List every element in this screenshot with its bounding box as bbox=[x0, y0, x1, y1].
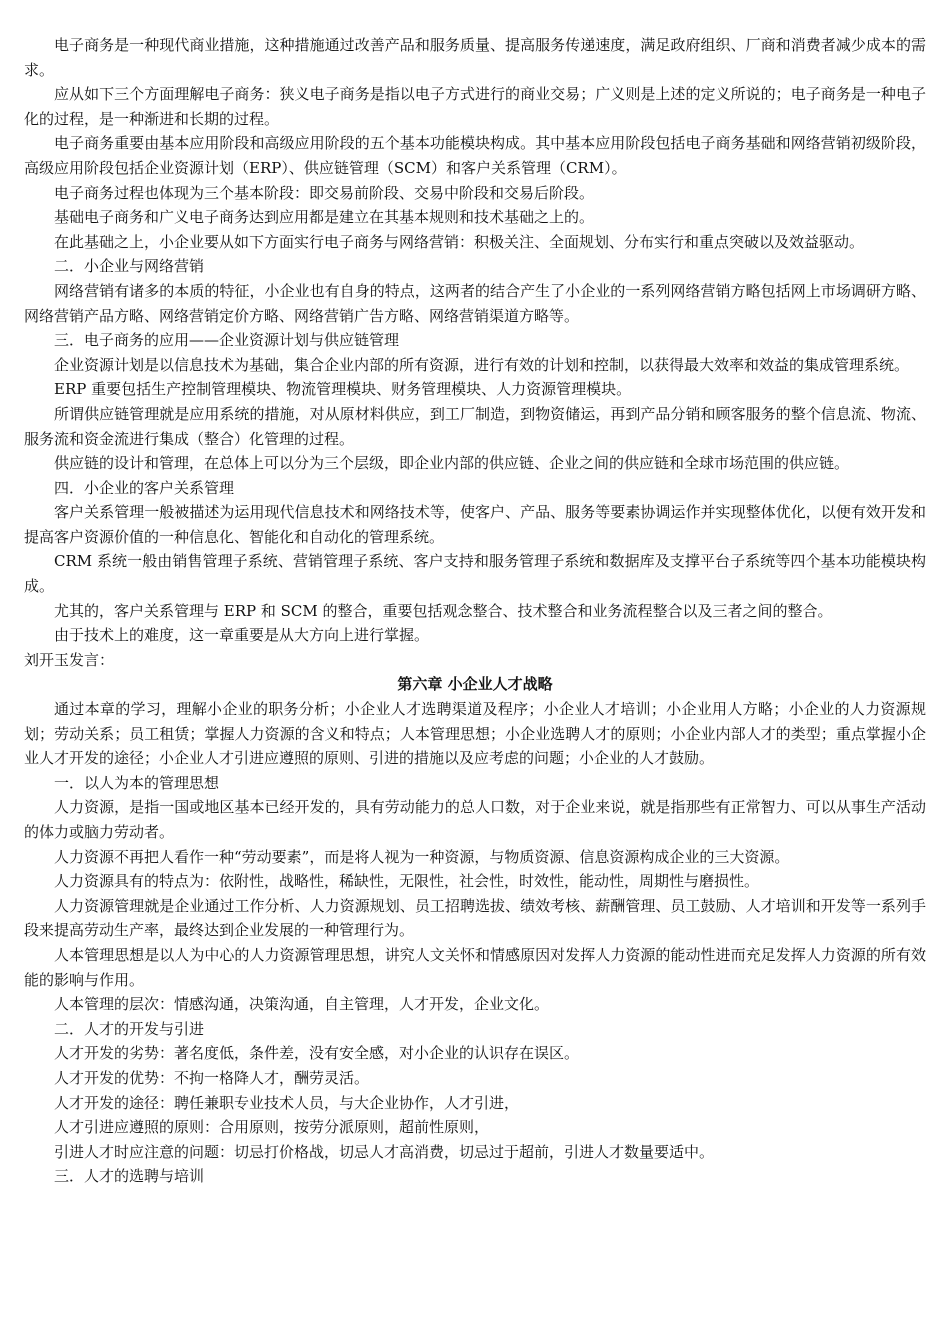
paragraph: 人才引进应遵照的原则：合用原则，按劳分派原则，超前性原则， bbox=[54, 1118, 490, 1137]
paragraph: 人本管理的层次：情感沟通，决策沟通，自主管理，人才开发，企业文化。 bbox=[54, 995, 550, 1014]
paragraph: 由于技术上的难度，这一章重要是从大方向上进行掌握。 bbox=[54, 626, 430, 645]
section-heading: 一．以人为本的管理思想 bbox=[54, 773, 220, 792]
section-heading: 二．小企业与网络营销 bbox=[54, 257, 205, 276]
paragraph: 引进人才时应注意的问题：切忌打价格战，切忌人才高消费，切忌过于超前，引进人才数量要适中。 bbox=[54, 1142, 715, 1161]
chapter-title: 第六章 小企业人才战略 bbox=[397, 675, 553, 694]
paragraph: 人才开发的优势：不拘一格降人才，酬劳灵活。 bbox=[54, 1068, 370, 1087]
paragraph: 电子商务过程也体现为三个基本阶段：即交易前阶段、交易中阶段和交易后阶段。 bbox=[54, 183, 595, 202]
paragraph: 电子商务是一种现代商业措施，这种措施通过改善产品和服务质量、提高服务传递速度，满足政府组织、厂商和消费者减少成本的需求。 bbox=[24, 36, 926, 79]
paragraph: 在此基础之上，小企业要从如下方面实行电子商务与网络营销：积极关注、全面规划、分布实行和重点突破以及效益驱动。 bbox=[54, 232, 865, 251]
paragraph: 企业资源计划是以信息技术为基础，集合企业内部的所有资源，进行有效的计划和控制，以获得最大效率和效益的集成管理系统。 bbox=[54, 355, 910, 374]
section-heading: 二．人才的开发与引进 bbox=[54, 1019, 205, 1038]
paragraph: ERP 重要包括生产控制管理模块、物流管理模块、财务管理模块、人力资源管理模块。 bbox=[54, 380, 632, 399]
paragraph: 人力资源具有的特点为：依附性，战略性，稀缺性，无限性，社会性，时效性，能动性，周期性与磨损性。 bbox=[54, 872, 760, 891]
speaker-line: 刘开玉发言： bbox=[24, 650, 115, 669]
paragraph: 人才开发的途径：聘任兼职专业技术人员，与大企业协作，人才引进， bbox=[54, 1093, 520, 1112]
paragraph: 所谓供应链管理就是应用系统的措施，对从原材料供应，到工厂制造，到物资储运，再到产品分销和顾客服务的整个信息流、物流、服务流和资金流进行集成（整合）化管理的过程。 bbox=[24, 404, 926, 448]
paragraph: CRM 系统一般由销售管理子系统、营销管理子系统、客户支持和服务管理子系统和数据库及支撑平台子系统等四个基本功能模块构成。 bbox=[24, 552, 926, 596]
paragraph: 人本管理思想是以人为中心的人力资源管理思想，讲究人文关怀和情感原因对发挥人力资源的能动性进而充足发挥人力资源的所有效能的影响与作用。 bbox=[24, 945, 926, 989]
paragraph: 通过本章的学习，理解小企业的职务分析；小企业人才选聘渠道及程序；小企业人才培训；小企业用人方略；小企业的人力资源规划；劳动关系；员工租赁；掌握人力资源的含义和特点；人本管理思想；小企业选聘人才的原则；小企业内部人才的类型；重点掌握小企业人才开发的途径；小企业人才引进应遵照的原则、引进的措施以及应考虑的问题；小企业的人才鼓励。 bbox=[24, 700, 926, 768]
paragraph: 电子商务重要由基本应用阶段和高级应用阶段的五个基本功能模块构成。其中基本应用阶段包括电子商务基础和网络营销初级阶段，高级应用阶段包括企业资源计划（ERP）、供应链管理（SCM）和客户关系管理（CRM）。 bbox=[24, 134, 926, 177]
paragraph: 人才开发的劣势：著名度低，条件差，没有安全感，对小企业的认识存在误区。 bbox=[54, 1044, 580, 1063]
paragraph: 基础电子商务和广义电子商务达到应用都是建立在其基本规则和技术基础之上的。 bbox=[54, 208, 595, 227]
paragraph: 应从如下三个方面理解电子商务：狭义电子商务是指以电子方式进行的商业交易；广义则是上述的定义所说的；电子商务是一种电子化的过程，是一种渐进和长期的过程。 bbox=[24, 85, 926, 128]
paragraph: 客户关系管理一般被描述为运用现代信息技术和网络技术等，使客户、产品、服务等要素协调运作并实现整体优化，以便有效开发和提高客户资源价值的一种信息化、智能化和自动化的管理系统。 bbox=[24, 503, 926, 546]
paragraph: 网络营销有诸多的本质的特征，小企业也有自身的特点，这两者的结合产生了小企业的一系列网络营销方略包括网上市场调研方略、网络营销产品方略、网络营销定价方略、网络营销广告方略、网络营销渠道方略等。 bbox=[24, 281, 926, 325]
section-heading: 三．人才的选聘与培训 bbox=[54, 1167, 205, 1186]
section-heading: 四．小企业的客户关系管理 bbox=[54, 478, 235, 497]
paragraph: 尤其的，客户关系管理与 ERP 和 SCM 的整合，重要包括观念整合、技术整合和业务流程整合以及三者之间的整合。 bbox=[54, 601, 833, 620]
paragraph: 供应链的设计和管理，在总体上可以分为三个层级，即企业内部的供应链、企业之间的供应链和全球市场范围的供应链。 bbox=[54, 454, 850, 473]
paragraph: 人力资源管理就是企业通过工作分析、人力资源规划、员工招聘选拔、绩效考核、薪酬管理、员工鼓励、人才培训和开发等一系列手段来提高劳动生产率，最终达到企业发展的一种管理行为。 bbox=[24, 896, 926, 940]
section-heading: 三．电子商务的应用——企业资源计划与供应链管理 bbox=[54, 331, 400, 350]
paragraph: 人力资源，是指一国或地区基本已经开发的，具有劳动能力的总人口数，对于企业来说，就是指那些有正常智力、可以从事生产活动的体力或脑力劳动者。 bbox=[24, 798, 926, 841]
paragraph: 人力资源不再把人看作一种“劳动要素”，而是将人视为一种资源，与物质资源、信息资源构成企业的三大资源。 bbox=[54, 847, 790, 866]
